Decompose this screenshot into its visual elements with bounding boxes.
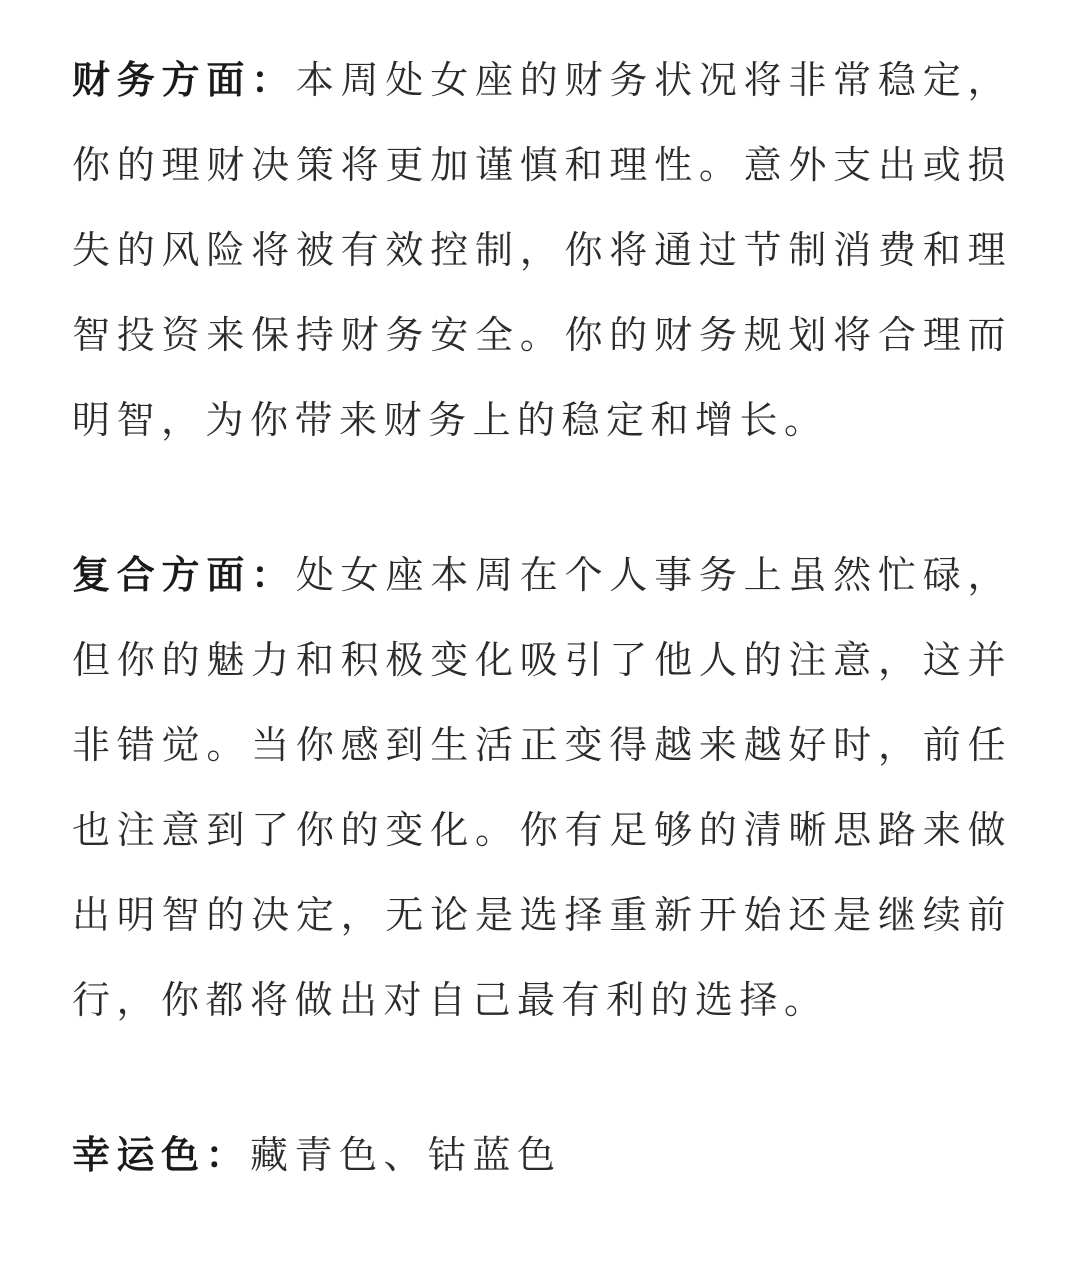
lucky-color-paragraph <box>72 1113 1012 1198</box>
reunion-text: 处女座本周在个人事务上虽然忙碌，但你的魅力和积极变化吸引了他人的注意，这并非错觉。当你感到生活正变得越来越好时，前任也注意到了你的变化。你有足够的清晰思路来做出明智的决定，无论是选择重新开始还是继续前行，你都将做出对自己最有利的选择。 <box>72 553 1012 1022</box>
horoscope-article <box>72 38 1012 1198</box>
lucky-color-text: 藏青色、钴蓝色 <box>250 1133 562 1177</box>
lucky-color-label: 幸运色： <box>72 1133 251 1177</box>
finance-paragraph <box>72 38 1012 463</box>
finance-label: 财务方面： <box>72 58 296 102</box>
reunion-paragraph <box>72 533 1012 1043</box>
reunion-label: 复合方面： <box>72 553 296 597</box>
finance-text: 本周处女座的财务状况将非常稳定，你的理财决策将更加谨慎和理性。意外支出或损失的风险将被有效控制，你将通过节制消费和理智投资来保持财务安全。你的财务规划将合理而明智，为你带来财务上的稳定和增长。 <box>72 58 1012 442</box>
